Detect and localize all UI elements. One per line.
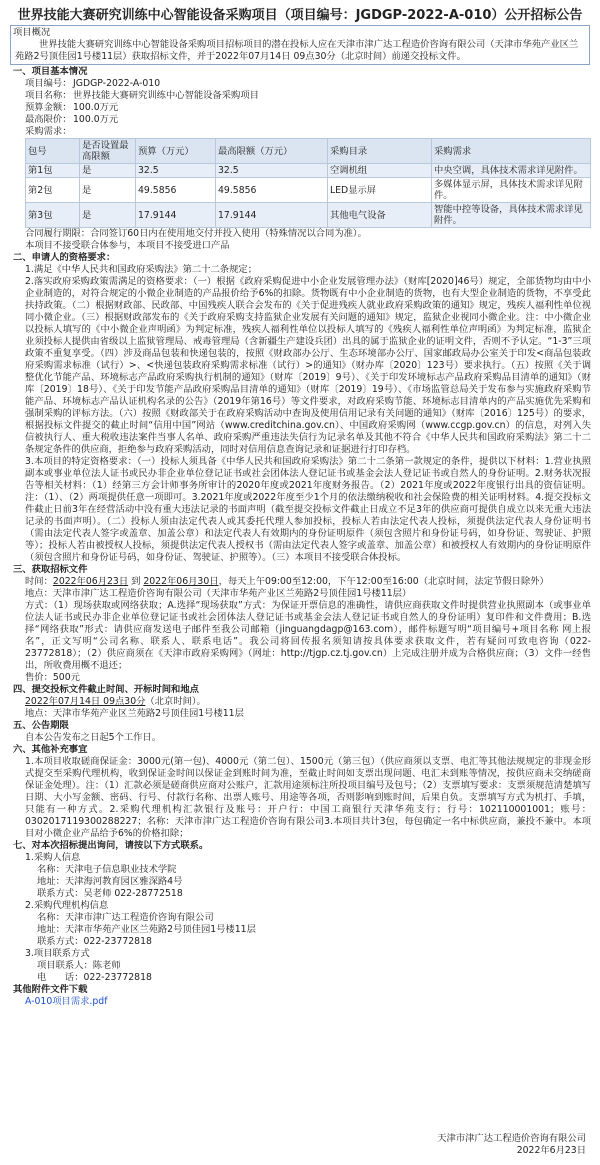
- table-cell: 17.9144: [136, 203, 216, 228]
- max-price: 最高限价： 100.0万元: [25, 114, 119, 125]
- table-cell: 智能中控等设备，具体技术需求详见附件。: [432, 203, 591, 228]
- section-6-heading: 六、其他补充事宜: [13, 744, 88, 755]
- section-4-heading: 四、提交投标文件截止时间、开标时间和地点: [13, 684, 199, 695]
- signature-org: 天津市津广达工程造价咨询有限公司: [437, 1133, 586, 1144]
- table-row: [26, 164, 591, 178]
- document-price: 售价：500元: [25, 672, 80, 683]
- table-cell: 32.5: [136, 164, 216, 178]
- consortium-note: 本项目不接受联合体参与，本项目不接受进口产品: [25, 240, 230, 251]
- table-cell: 其他电气设备: [328, 203, 432, 228]
- agent-address: 地址：天津市华苑产业区兰苑路2号顶佳园1号楼11层: [37, 924, 256, 935]
- agent-name: 名称：天津市津广达工程造价咨询有限公司: [37, 912, 214, 923]
- table-cell: 中央空调，具体技术需求详见附件。: [432, 164, 591, 178]
- qualification-2: 2.落实政府采购政策需满足的资格要求：（一）根据《政府采购促进中小企业发展管理办法》（财库[2020]46号）规定，全部货物均由中小企业制造的，对符合规定的小微企业制造的产品报价给予6%的扣除。货物既有中小企业制造的货物，也有大型企业制造的货物，不享受此扶持政策。（二）根据财政部、民政部、中国残疾人联合会发布的《关于促进残疾人就业政府采购政策的通知》规定，残疾人福利性单位视同小微企业。（三）根据财政部发布的《关于政府采购支持监狱企业发展有关问题的通知》规定，监狱企业视同小微企业。注：中小微企业以投标人填写的《中小微企业声明函》为判定标准，残疾人福利性单位以投标人填写的《残疾人福利性单位声明函》为判定标准，监狱企业须投标人提供由省级以上监狱管理局、戒毒管理局（含新疆生产建设兵团）出具的属于监狱企业的证明文件，否则不予认定。“1-3”三项政策不重复享受。（四）涉及商品包装和快递包装的，按照《财政部办公厅、生态环境部办公厅、国家邮政局办公室关于印发<商品包装政府采购需求标准（试行）>、<快递包装政府采购需求标准（试行）>的通知》（财办库〔2020〕123号）要求执行。（五）按照《关于调整优化节能产品、环境标志产品政府采购执行机制的通知》（财库〔2019〕9号）、《关于印发环境标志产品政府采购品目清单的通知》（财库〔2019〕18号）、《关于印发节能产品政府采购品目清单的通知》（财库〔2019〕19号）、《市场监管总局关于发布参与实施政府采购节能产品、环境标志产品认证机构名录的公告》（2019年第16号）等文件要求，对政府采购节能、环境标志目清单内的产品实施优先采购和强制采购的评标方法。（六）按照《财政部关于在政府采购活动中查询及使用信用记录有关问题的通知》（财库〔2016〕125号）的要求，根据投标文件提交的截止时间“信用中国”网站（www.creditchina.gov.cn）、中国政府采购网（www.ccgp.gov.cn）的信息，对列入失信被执行人、重大税收违法案件当事人名单、政府采购严重违法失信行为记录名单及其他不符合《中华人民共和国政府采购法》第二十二条规定条件的供应商，拒绝参与政府采购活动，同时对信用信息查询记录和证据进行打印存档。: [25, 276, 591, 455]
- agent-contact: 联系方式：022-23772818: [37, 936, 152, 947]
- attachment-link[interactable]: A-010项目需求.pdf: [25, 996, 108, 1007]
- buyer-name: 名称：天津电子信息职业技术学院: [37, 864, 177, 875]
- overview-text: 世界技能大赛研究训练中心智能设备采购项目招标项目的潜在投标人应在天津市津广达工程造价咨询有限公司（天津市华苑产业区兰苑路2号顶佳园1号楼11层）获取招标文件，并于2022年07月14日 09点30分（北京时间）前递交投标文件。: [15, 39, 579, 62]
- obtain-place: 地点：天津市津广达工程造价咨询有限公司（天津市华苑产业区兰苑路2号顶佳园1号楼11层）: [25, 588, 412, 599]
- table-cell: LED显示屏: [328, 178, 432, 203]
- table-cell: 空调机组: [328, 164, 432, 178]
- table-row: [26, 178, 591, 203]
- obtain-time: 时间：2022年06月23日 到 2022年06月30日，每天上午09:00至12:00，下午12:00至16:00（北京时间，法定节假日除外）: [25, 576, 549, 587]
- header-cell: 预算（万元）: [136, 139, 216, 164]
- table-cell: 是: [80, 178, 136, 203]
- section-7-heading: 七、对本次招标提出询问，请按以下方式联系。: [13, 840, 209, 851]
- agent-heading: 2.采购代理机构信息: [25, 900, 109, 911]
- signature-date: 2022年6月23日: [516, 1145, 586, 1156]
- supplementary-info: 1.本项目收取磋商保证金：3000元(第一包)、4000元（第二包）、1500元（第三包）（供应商须以支票、电汇等其他法规规定的非现金形式提交至采购代理机构，收到保证金时间以保证金到账时间为准，至截止时间如支票出现问题、电汇未到账等情况，按供应商未交纳磋商保证金处理）。注：（1）汇款必须是磋商供应商对公账户，汇款用途须标注所投项目编号及包号；（2）支票填写要求：支票须规范清楚填写日期、大小写金额、密码、行号、付款行名称、出票人账号、用途等各项，否则影响到账时间，后果自负。支票填写方式为机打、手填，只能有一种方式。2.采购代理机构汇款银行及账号：开户行：中国工商银行天津华苑支行；行号：102110001001；账号：0302017119300288227；名称：天津市津广达工程造价咨询有限公司3.本项目共计3包，每包确定一名中标供应商，兼投不兼中。本项目对小微企业产品给予6%的价格扣除；: [25, 756, 591, 839]
- header-cell: 最高限额（万元）: [216, 139, 328, 164]
- signature-block: [286, 1133, 586, 1157]
- notice-period: 自本公告发布之日起5个工作日。: [25, 732, 162, 743]
- header-cell: 包号: [26, 139, 80, 164]
- table-cell: 多媒体显示屏，具体技术需求详见附件。: [432, 178, 591, 203]
- header-cell: 采购目录: [328, 139, 432, 164]
- qualification-3: 3.本项目的特定资格要求：（一）投标人须具备《中华人民共和国政府采购法》第二十二条第一款规定的条件，提供以下材料：1.营业执照副本或事业单位法人证书或民办非企业单位登记证书或社会团体法人登记证书或基金会法人登记证书或自然人的身份证明。2.财务状况报告等相关材料：（1）经第三方会计师事务所审计的2020年度或2021年度财务报告。（2）2021年度或2022年度银行出具的资信证明。注：（1）、（2）两项提供任意一项即可。3.2021年度或2022年度至少1个月的依法缴纳税收和社会保险费的相关证明材料。4.提交投标文件截止日前3年在经营活动中没有重大违法记录的书面声明（截至提交投标文件截止日成立不足3年的供应商可提供自成立以来无重大违法记录的书面声明）。（二）投标人须由法定代表人或其委托代理人参加投标，投标人若由法定代表人投标，须提供法定代表人身份证明书（需由法定代表人签字或盖章、加盖公章）和法定代表人有效期内的身份证明原件（须包含照片和身份证号码，如身份证、驾驶证、护照等）；投标人若由被授权人投标，须提供法定代表人授权书（需由法定代表人签字或盖章、加盖公章）和被授权人有效期内的身份证明原件（须包含照片和身份证号码，如身份证、驾驶证、护照等）。（三）本项目不接受联合体投标。: [25, 456, 591, 563]
- overview-heading: 项目概况: [13, 27, 51, 38]
- section-1-heading: 一、项目基本情况: [13, 66, 88, 77]
- section-3-heading: 三、获取招标文件: [13, 564, 88, 575]
- table-cell: 第2包: [26, 178, 80, 203]
- header-cell: 采购需求: [432, 139, 591, 164]
- table-cell: 是: [80, 164, 136, 178]
- table-header-row: [26, 139, 591, 164]
- page-title: 世界技能大赛研究训练中心智能设备采购项目（项目编号：JGDGP-2022-A-010）公开招标公告: [17, 8, 583, 23]
- buyer-contact: 联系方式：吴老师 022-28772518: [37, 888, 183, 899]
- project-number: 项目编号： JGDGP-2022-A-010: [25, 78, 161, 89]
- table-cell: 49.5856: [216, 178, 328, 203]
- table-cell: 第3包: [26, 203, 80, 228]
- section-2-heading: 二、申请人的资格要求：: [13, 252, 116, 263]
- buyer-heading: 1.采购人信息: [25, 852, 81, 863]
- obtain-method: 方式：（1）现场获取或网络获取；A.选择“现场获取”方式：为保证开票信息的准确性，请供应商获取文件时提供营业执照副本（或事业单位法人证书或民办非企业单位登记证书或社会团体法人登记证书或基金会法人登记证书或自然人的身份证明）复印件和文件费用；B.选择“网络获取”形式：请供应商发送电子邮件至我公司邮箱（jinguangdagp@163.com），邮件标题写明“项目编号+项目名称 网上报名”，正文写明“公司名称、联系人、联系电话”。我公司将回传报名须知请按具体要求获取文件，若有疑问可致电咨询（022-23772818）；（2）供应商须在《天津市政府采购网》（网址：http://tjgp.cz.tj.gov.cn）上完成注册并成为合格供应商；（3）文件一经售出，所收费用概不退还；: [25, 600, 591, 671]
- table-cell: 是: [80, 203, 136, 228]
- budget-amount: 预算金额： 100.0万元: [25, 102, 119, 113]
- project-contact-person: 项目联系人：陈老师: [37, 960, 121, 971]
- table-row: [26, 203, 591, 228]
- table-cell: 17.9144: [216, 203, 328, 228]
- table-cell: 49.5856: [136, 178, 216, 203]
- contract-period: 合同履行期限：合同签订60日内在使用地交付并投入使用（特殊情况以合同为准）。: [25, 228, 367, 239]
- project-name: 项目名称： 世界技能大赛研究训练中心智能设备采购项目: [25, 90, 259, 101]
- deadline-time: 2022年07月14日 09点30分（北京时间）。: [25, 696, 206, 707]
- buyer-address: 地址：天津海河教育园区雅深路4号: [37, 876, 183, 887]
- project-contact-heading: 3.项目联系方式: [25, 948, 90, 959]
- qualification-1: 1.满足《中华人民共和国政府采购法》第二十二条规定；: [25, 264, 257, 275]
- package-table: [25, 138, 591, 228]
- section-5-heading: 五、公告期限: [13, 720, 69, 731]
- overview-box: [10, 25, 590, 65]
- bid-opening-place: 地点：天津市华苑产业区兰苑路2号顶佳园1号楼11层: [25, 708, 244, 719]
- requirements-label: 采购需求：: [25, 126, 72, 137]
- header-cell: 是否设置最高限额: [80, 139, 136, 164]
- table-cell: 32.5: [216, 164, 328, 178]
- table-cell: 第1包: [26, 164, 80, 178]
- attachments-heading: 其他附件文件下载: [13, 984, 88, 995]
- project-contact-phone: 电 话：022-23772818: [37, 972, 152, 983]
- main-content: [13, 66, 591, 1008]
